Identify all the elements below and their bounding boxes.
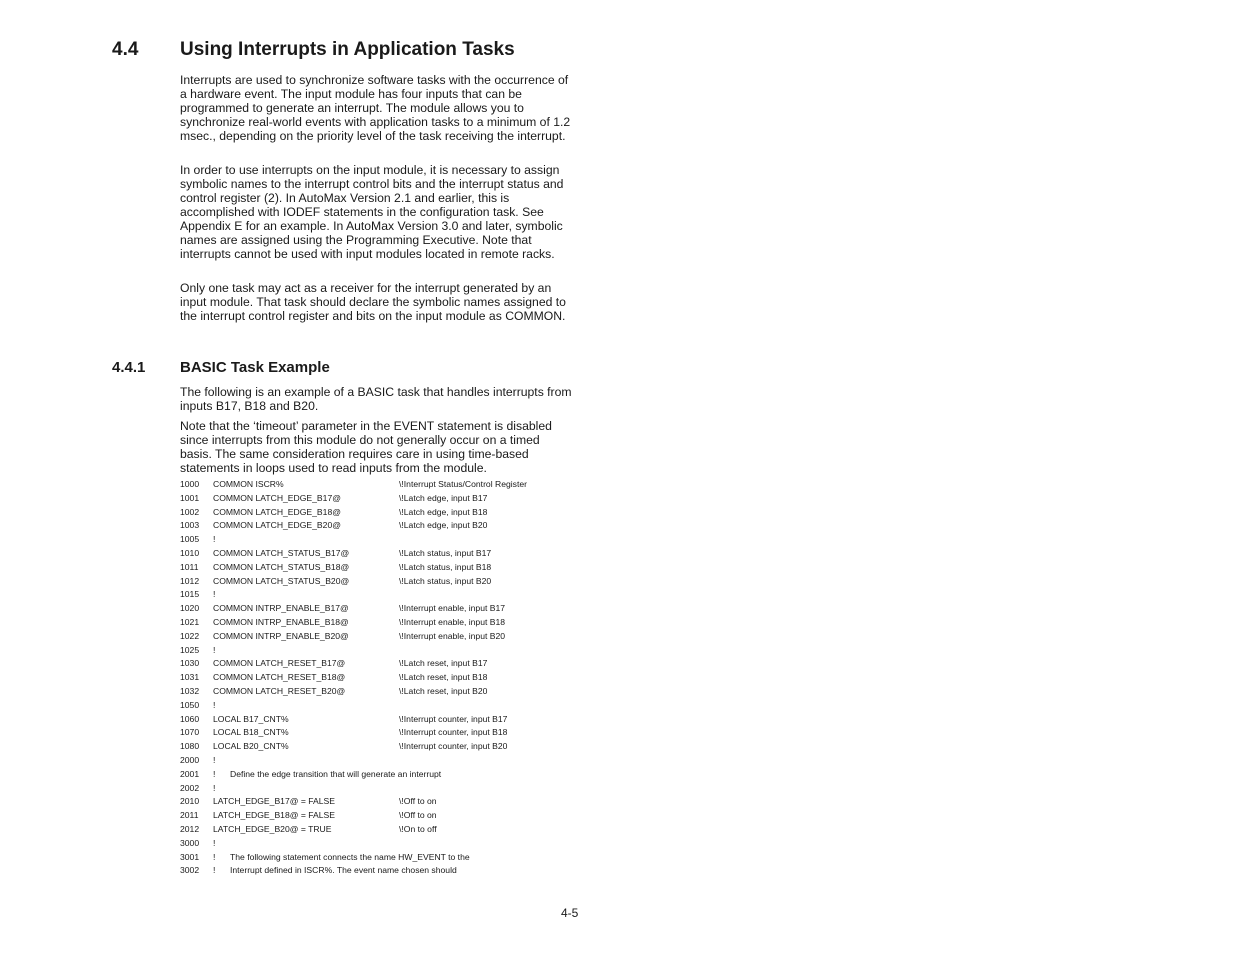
code-statement: LATCH_EDGE_B20@ = TRUE xyxy=(213,823,332,834)
line-number: 1010 xyxy=(180,547,200,558)
line-number: 1031 xyxy=(180,672,200,683)
line-number: 3000 xyxy=(180,837,200,848)
code-statement: COMMON LATCH_RESET_B17@ xyxy=(213,658,346,669)
line-number: 1002 xyxy=(180,506,200,517)
code-statement: COMMON LATCH_STATUS_B20@ xyxy=(213,575,350,586)
line-number: 1070 xyxy=(180,727,200,738)
code-comment: \!Latch edge, input B18 xyxy=(399,506,488,517)
subsection-number: 4.4.1 xyxy=(112,359,146,376)
code-comment: \!Latch status, input B17 xyxy=(399,547,492,558)
code-statement: ! xyxy=(213,782,216,793)
line-number: 2000 xyxy=(180,754,200,765)
line-number: 1021 xyxy=(180,616,200,627)
line-number: 1080 xyxy=(180,741,200,752)
code-comment: \!Interrupt counter, input B18 xyxy=(399,727,508,738)
code-statement: COMMON LATCH_RESET_B20@ xyxy=(213,685,346,696)
line-number: 1003 xyxy=(180,520,200,531)
code-comment: \!Latch status, input B18 xyxy=(399,561,492,572)
code-statement: COMMON LATCH_EDGE_B20@ xyxy=(213,520,341,531)
code-comment: \!Off to on xyxy=(399,796,437,807)
code-statement: COMMON INTRP_ENABLE_B20@ xyxy=(213,630,349,641)
section-paragraph: In order to use interrupts on the input module, it is necessary to assign symbolic names to the interrupt control bits and the interrupt status and control register (2). In AutoMax Version 2.1 and earlier, this is accomplished with IODEF statements in the configuration task. See Appendix E for an example. In AutoMax Version 3.0 and later, symbolic names are assigned using the Programming Executive. Note that interrupts cannot be used with input modules located in remote racks. xyxy=(180,163,564,261)
code-statement: COMMON LATCH_RESET_B18@ xyxy=(213,672,346,683)
code-comment: \!Interrupt counter, input B20 xyxy=(399,741,508,752)
section-paragraph: Interrupts are used to synchronize software tasks with the occurrence of a hardware event. The input module has four inputs that can be programmed to generate an interrupt. The module allows you to synchronize real-world events with application tasks to a minimum of 1.2 msec., depending on the priority level of the task receiving the interrupt. xyxy=(180,73,571,143)
code-comment: \!Off to on xyxy=(399,810,437,821)
line-number: 1030 xyxy=(180,658,200,669)
code-comment-text: The following statement connects the name HW_EVENT to the xyxy=(230,851,470,862)
code-statement: LATCH_EDGE_B17@ = FALSE xyxy=(213,796,336,807)
line-number: 2010 xyxy=(180,796,200,807)
line-number: 1060 xyxy=(180,713,200,724)
code-statement: COMMON LATCH_STATUS_B18@ xyxy=(213,561,350,572)
code-comment: \!Latch reset, input B17 xyxy=(399,658,488,669)
code-comment: \!Latch reset, input B18 xyxy=(399,672,488,683)
code-statement: ! xyxy=(213,865,216,876)
line-number: 3001 xyxy=(180,851,200,862)
line-number: 2012 xyxy=(180,823,200,834)
code-statement: COMMON LATCH_STATUS_B17@ xyxy=(213,547,350,558)
section-number: 4.4 xyxy=(112,39,139,60)
code-comment: \!Interrupt enable, input B20 xyxy=(399,630,506,641)
line-number: 1005 xyxy=(180,534,200,545)
code-statement: ! xyxy=(213,837,216,848)
code-statement: COMMON INTRP_ENABLE_B17@ xyxy=(213,603,349,614)
line-number: 1032 xyxy=(180,685,200,696)
code-statement: COMMON LATCH_EDGE_B17@ xyxy=(213,492,341,503)
code-comment: \!Latch status, input B20 xyxy=(399,575,492,586)
page-number: 4-5 xyxy=(561,906,579,920)
code-comment: \!Latch edge, input B17 xyxy=(399,492,488,503)
line-number: 1020 xyxy=(180,603,200,614)
code-statement: LOCAL B20_CNT% xyxy=(213,741,289,752)
code-comment: \!Interrupt Status/Control Register xyxy=(399,479,528,489)
line-number: 1015 xyxy=(180,589,200,600)
code-comment: \!Interrupt enable, input B18 xyxy=(399,616,506,627)
line-number: 3002 xyxy=(180,865,200,876)
section-paragraph: Only one task may act as a receiver for the interrupt generated by an input module. That task should declare the symbolic names assigned to the interrupt control register and bits on the input module as COMMON. xyxy=(180,281,566,323)
line-number: 2002 xyxy=(180,782,200,793)
line-number: 1012 xyxy=(180,575,200,586)
code-comment: \!Interrupt counter, input B17 xyxy=(399,713,508,724)
code-comment: \!On to off xyxy=(399,823,437,834)
code-statement: LOCAL B18_CNT% xyxy=(213,727,289,738)
line-number: 2001 xyxy=(180,768,200,779)
subsection-paragraph: Note that the ‘timeout’ parameter in the EVENT statement is disabled since interrupts from this module do not generally occur on a timed basis. The same consideration requires care in using time-based statements in loops used to read inputs from the module. xyxy=(180,419,552,475)
code-statement: LOCAL B17_CNT% xyxy=(213,713,289,724)
line-number: 1022 xyxy=(180,630,200,641)
code-statement: LATCH_EDGE_B18@ = FALSE xyxy=(213,810,336,821)
code-comment: \!Interrupt enable, input B17 xyxy=(399,603,506,614)
code-statement: COMMON INTRP_ENABLE_B18@ xyxy=(213,616,349,627)
line-number: 1001 xyxy=(180,492,200,503)
code-statement: COMMON ISCR% xyxy=(213,479,284,489)
code-statement: ! xyxy=(213,754,216,765)
line-number: 1000 xyxy=(180,479,200,489)
line-number: 2011 xyxy=(180,810,199,821)
code-statement: ! xyxy=(213,768,216,779)
line-number: 1025 xyxy=(180,644,200,655)
code-statement: ! xyxy=(213,699,216,710)
code-comment: \!Latch edge, input B20 xyxy=(399,520,488,531)
code-comment-text: Interrupt defined in ISCR%. The event name chosen should xyxy=(230,865,457,876)
subsection-title: BASIC Task Example xyxy=(180,359,330,376)
line-number: 1011 xyxy=(180,561,199,572)
code-statement: ! xyxy=(213,644,216,655)
line-number: 1050 xyxy=(180,699,200,710)
section-title: Using Interrupts in Application Tasks xyxy=(180,39,515,60)
subsection-paragraph: The following is an example of a BASIC task that handles interrupts from inputs B17, B18 and B20. xyxy=(180,385,572,413)
code-statement: COMMON LATCH_EDGE_B18@ xyxy=(213,506,341,517)
code-comment: \!Latch reset, input B20 xyxy=(399,685,488,696)
code-comment-text: Define the edge transition that will generate an interrupt xyxy=(230,768,442,779)
code-statement: ! xyxy=(213,589,216,600)
code-statement: ! xyxy=(213,851,216,862)
code-statement: ! xyxy=(213,534,216,545)
